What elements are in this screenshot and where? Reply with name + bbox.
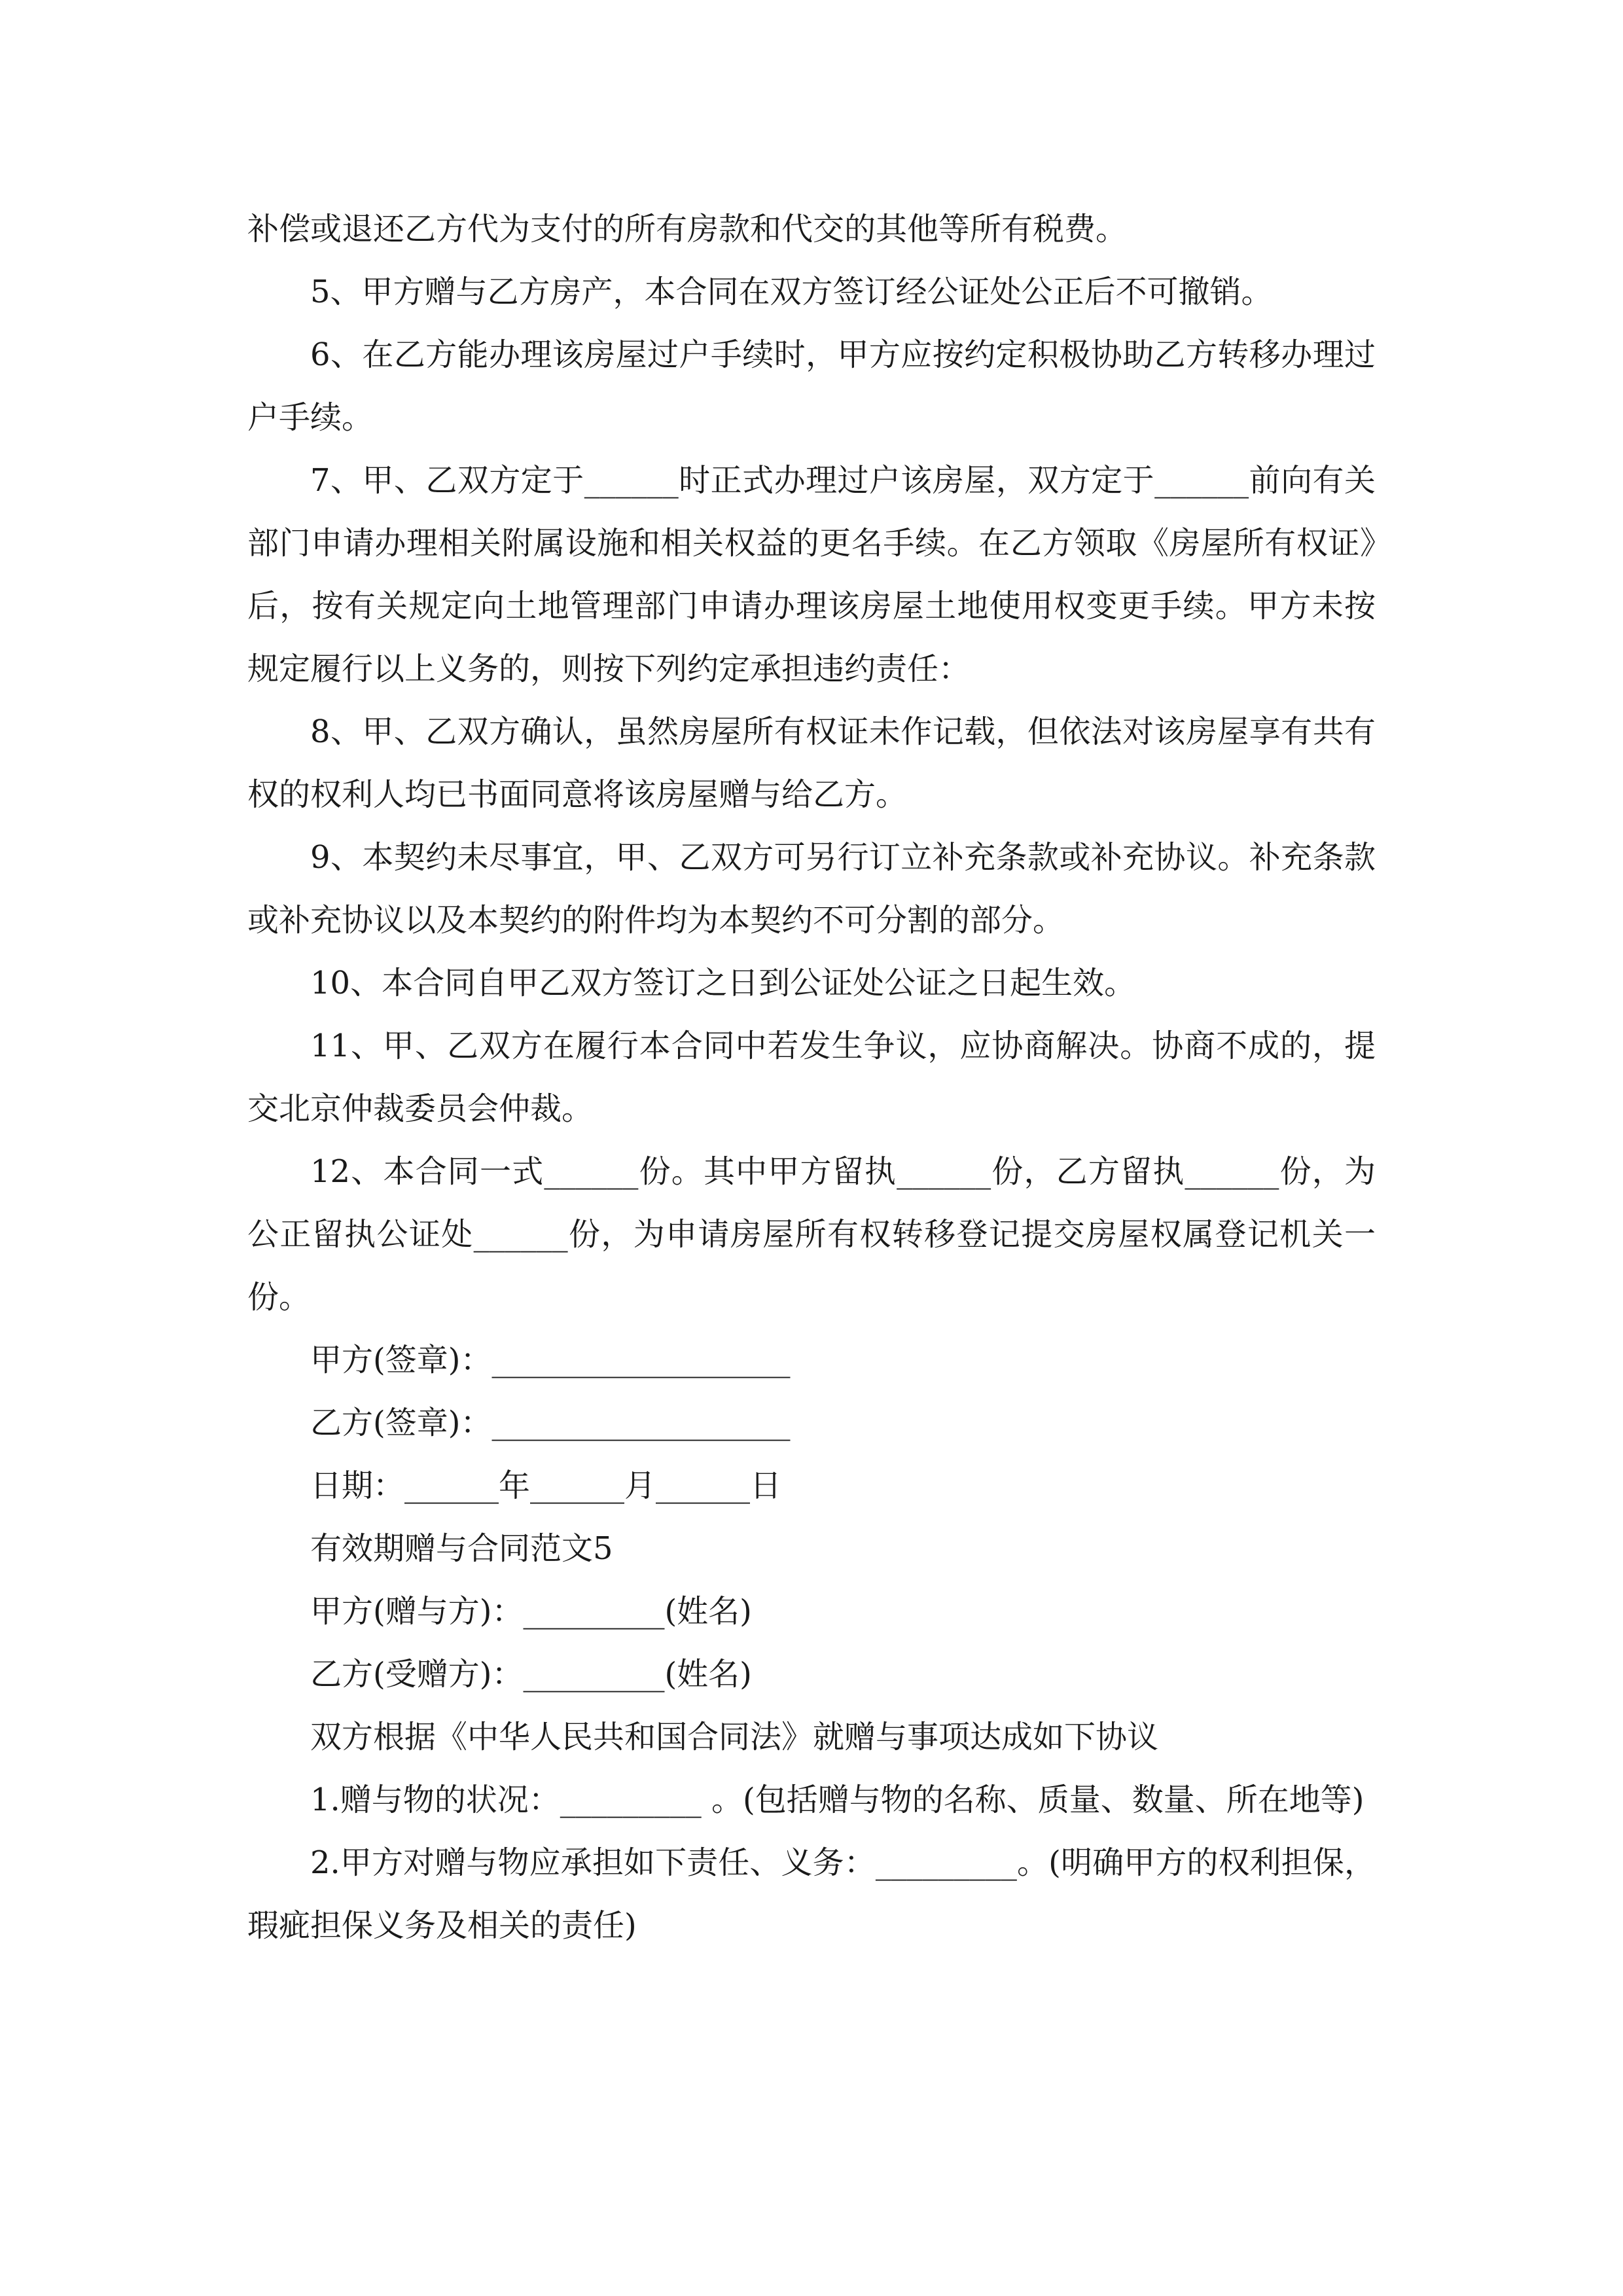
clause-8: 8、甲、乙双方确认，虽然房屋所有权证未作记载，但依法对该房屋享有共有权的权利人均已书面同意将该房屋赠与给乙方。 <box>247 713 1376 813</box>
clause-5: 5、甲方赠与乙方房产，本合同在双方签订经公证处公正后不可撤销。 <box>310 274 1273 310</box>
clause-9: 9、本契约未尽事宜，甲、乙双方可另行订立补充条款或补充协议。补充条款或补充协议以及本契约的附件均为本契约不可分割的部分。 <box>247 839 1376 939</box>
clause-10: 10、本合同自甲乙双方签订之日到公证处公证之日起生效。 <box>310 965 1136 1001</box>
date-line: 日期：______年______月______日 <box>310 1467 782 1504</box>
clause-12: 12、本合同一式______份。其中甲方留执______份，乙方留执______份，为公正留执公证处______份，为申请房屋所有权转移登记提交房屋权属登记机关一份。 <box>247 1153 1376 1316</box>
clause-7: 7、甲、乙双方定于______时正式办理过户该房屋，双方定于______前向有关部门申请办理相关附属设施和相关权益的更名手续。在乙方领取《房屋所有权证》后，按有关规定向土地管理部门申请办理该房屋土地使用权变更手续。甲方未按规定履行以上义务的，则按下列约定承担违约责任： <box>247 462 1376 687</box>
donor-line: 甲方(赠与方)：_________(姓名) <box>310 1593 752 1630</box>
donee-line: 乙方(受赠方)：_________(姓名) <box>310 1656 752 1693</box>
party-b-signature-line: 乙方(签章)：___________________ <box>310 1405 791 1441</box>
party-a-signature-line: 甲方(签章)：___________________ <box>310 1342 791 1378</box>
paragraph-continuation: 补偿或退还乙方代为支付的所有房款和代交的其他等所有税费。 <box>247 211 1128 247</box>
gift-clause-2: 2.甲方对赠与物应承担如下责任、义务：_________。(明确甲方的权利担保，瑕疵担保义务及相关的责任) <box>247 1844 1376 1944</box>
gift-clause-1: 1.赠与物的状况：_________ 。(包括赠与物的名称、质量、数量、所在地等) <box>310 1782 1364 1818</box>
clause-11: 11、甲、乙双方在履行本合同中若发生争议，应协商解决。协商不成的，提交北京仲裁委员会仲裁。 <box>247 1028 1376 1127</box>
clause-6: 6、在乙方能办理该房屋过户手续时，甲方应按约定积极协助乙方转移办理过户手续。 <box>247 336 1376 436</box>
section-title: 有效期赠与合同范文5 <box>310 1530 613 1567</box>
agreement-intro: 双方根据《中华人民共和国合同法》就赠与事项达成如下协议 <box>310 1719 1159 1755</box>
document-body <box>247 198 1376 1957</box>
